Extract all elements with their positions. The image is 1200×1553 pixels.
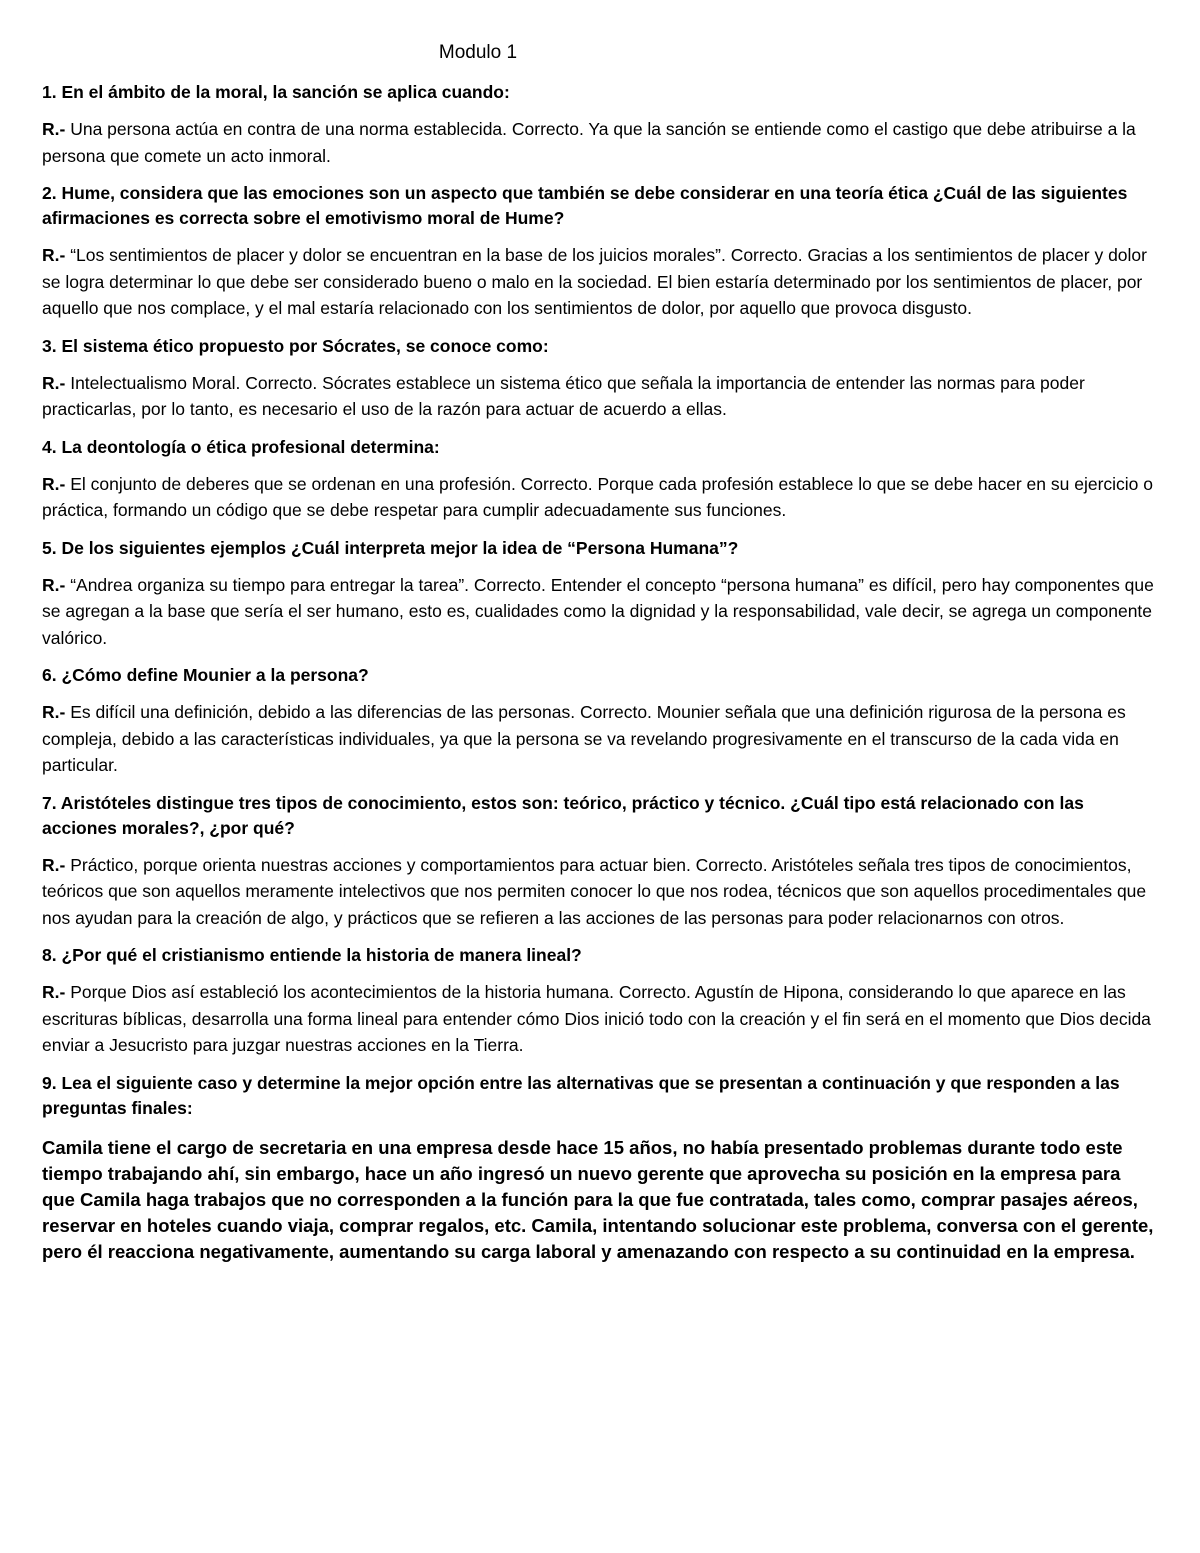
answer-prefix: R.-: [42, 372, 66, 393]
answer-7: [42, 852, 1154, 932]
answer-2: [42, 242, 1154, 322]
question-4: 4. La deontología o ética profesional determina:: [42, 436, 440, 457]
answer-prefix: R.-: [42, 574, 66, 595]
answer-prefix: R.-: [42, 245, 66, 265]
answer-text: Práctico, porque orienta nuestras acciones y comportamientos para actuar bien. Correcto. Aristóteles señala tres tipos de conocimientos, teóricos que son aquellos meramente intelectivos que nos permiten conocer lo que nos rodea, técnicos que son aquellos procedimentales que nos ayudan para la creación de algo, y prácticos que se refieren a las acciones de las personas para poder relacionarnos con otros.: [42, 854, 1147, 928]
document-page: [42, 40, 1154, 1265]
answer-1: [42, 116, 1154, 169]
answer-prefix: R.-: [42, 702, 66, 722]
answer-prefix: R.-: [42, 854, 66, 875]
document-title: Modulo 1: [438, 42, 518, 63]
answer-3: [42, 370, 1154, 423]
question-3: 3. El sistema ético propuesto por Sócrates, se conoce como:: [42, 335, 549, 356]
answer-text: “Los sentimientos de placer y dolor se encuentran en la base de los juicios morales”. Correcto. Gracias a los sentimientos de placer y dolor se logra determinar lo que debe ser considerado bueno o malo en la sociedad. El bien estaría determinado por los sentimientos de placer, por aquello que nos complace, y el mal estaría relacionado con los sentimientos de dolor, por aquello que provoca disgusto.: [42, 245, 1147, 318]
answer-text: Porque Dios así estableció los acontecimientos de la historia humana. Correcto. Agustín de Hipona, considerando lo que aparece en las escrituras bíblicas, desarrolla una forma lineal para entender cómo Dios inició todo con la creación y el fin será en el momento que Dios decida enviar a Jesucristo para juzgar nuestras acciones en la Tierra.: [42, 982, 1151, 1055]
question-1: 1. En el ámbito de la moral, la sanción se aplica cuando:: [42, 82, 510, 102]
question-5: 5. De los siguientes ejemplos ¿Cuál interpreta mejor la idea de “Persona Humana”?: [42, 537, 739, 558]
question-6: 6. ¿Cómo define Mounier a la persona?: [42, 665, 369, 685]
case-text: Camila tiene el cargo de secretaria en una empresa desde hace 15 años, no había presentado problemas durante todo este tiempo trabajando ahí, sin embargo, hace un año ingresó un nuevo gerente que aprovecha su posición en la empresa para que Camila haga trabajos que no corresponden a la función para la que fue contratada, tales como, comprar pasajes aéreos, reservar en hoteles cuando viaja, comprar regalos, etc. Camila, intentando solucionar este problema, conversa con el gerente, pero él reacciona negativamente, aumentando su carga laboral y amenazando con respecto a su continuidad en la empresa.: [42, 1136, 1154, 1262]
answer-5: [42, 572, 1154, 652]
answer-prefix: R.-: [42, 982, 66, 1002]
question-7: 7. Aristóteles distingue tres tipos de conocimiento, estos son: teórico, práctico y técnico. ¿Cuál tipo está relacionado con las acciones morales?, ¿por qué?: [42, 792, 1084, 838]
answer-prefix: R.-: [42, 473, 66, 494]
answer-text: El conjunto de deberes que se ordenan en una profesión. Correcto. Porque cada profesión establece lo que se debe hacer en su ejercicio o práctica, formando un código que se debe respetar para cumplir adecuadamente sus funciones.: [42, 473, 1154, 520]
answer-prefix: R.-: [42, 119, 66, 139]
answer-text: Una persona actúa en contra de una norma establecida. Correcto. Ya que la sanción se entiende como el castigo que debe atribuirse a la persona que comete un acto inmoral.: [42, 119, 1136, 166]
question-8: 8. ¿Por qué el cristianismo entiende la historia de manera lineal?: [42, 945, 582, 965]
answer-text: Es difícil una definición, debido a las diferencias de las personas. Correcto. Mounier señala que una definición rigurosa de la persona es compleja, debido a las características individuales, ya que la persona se va revelando progresivamente en el transcurso de la cada vida en particular.: [42, 702, 1126, 775]
answer-8: [42, 979, 1154, 1059]
answer-text: “Andrea organiza su tiempo para entregar la tarea”. Correcto. Entender el concepto “persona humana” es difícil, pero hay componentes que se agregan a la base que sería el ser humano, esto es, cualidades como la dignidad y la responsabilidad, vale decir, se agrega un componente valórico.: [42, 574, 1154, 648]
question-2: 2. Hume, considera que las emociones son un aspecto que también se debe considerar en una teoría ética ¿Cuál de las siguientes afirmaciones es correcta sobre el emotivismo moral de Hume?: [42, 183, 1128, 228]
answer-text: Intelectualismo Moral. Correcto. Sócrates establece un sistema ético que señala la importancia de entender las normas para poder practicarlas, por lo tanto, es necesario el uso de la razón para actuar de acuerdo a ellas.: [42, 372, 1085, 419]
answer-4: [42, 471, 1154, 524]
answer-6: [42, 699, 1154, 779]
question-9: 9. Lea el siguiente caso y determine la mejor opción entre las alternativas que se presentan a continuación y que responden a las preguntas finales:: [42, 1072, 1120, 1118]
